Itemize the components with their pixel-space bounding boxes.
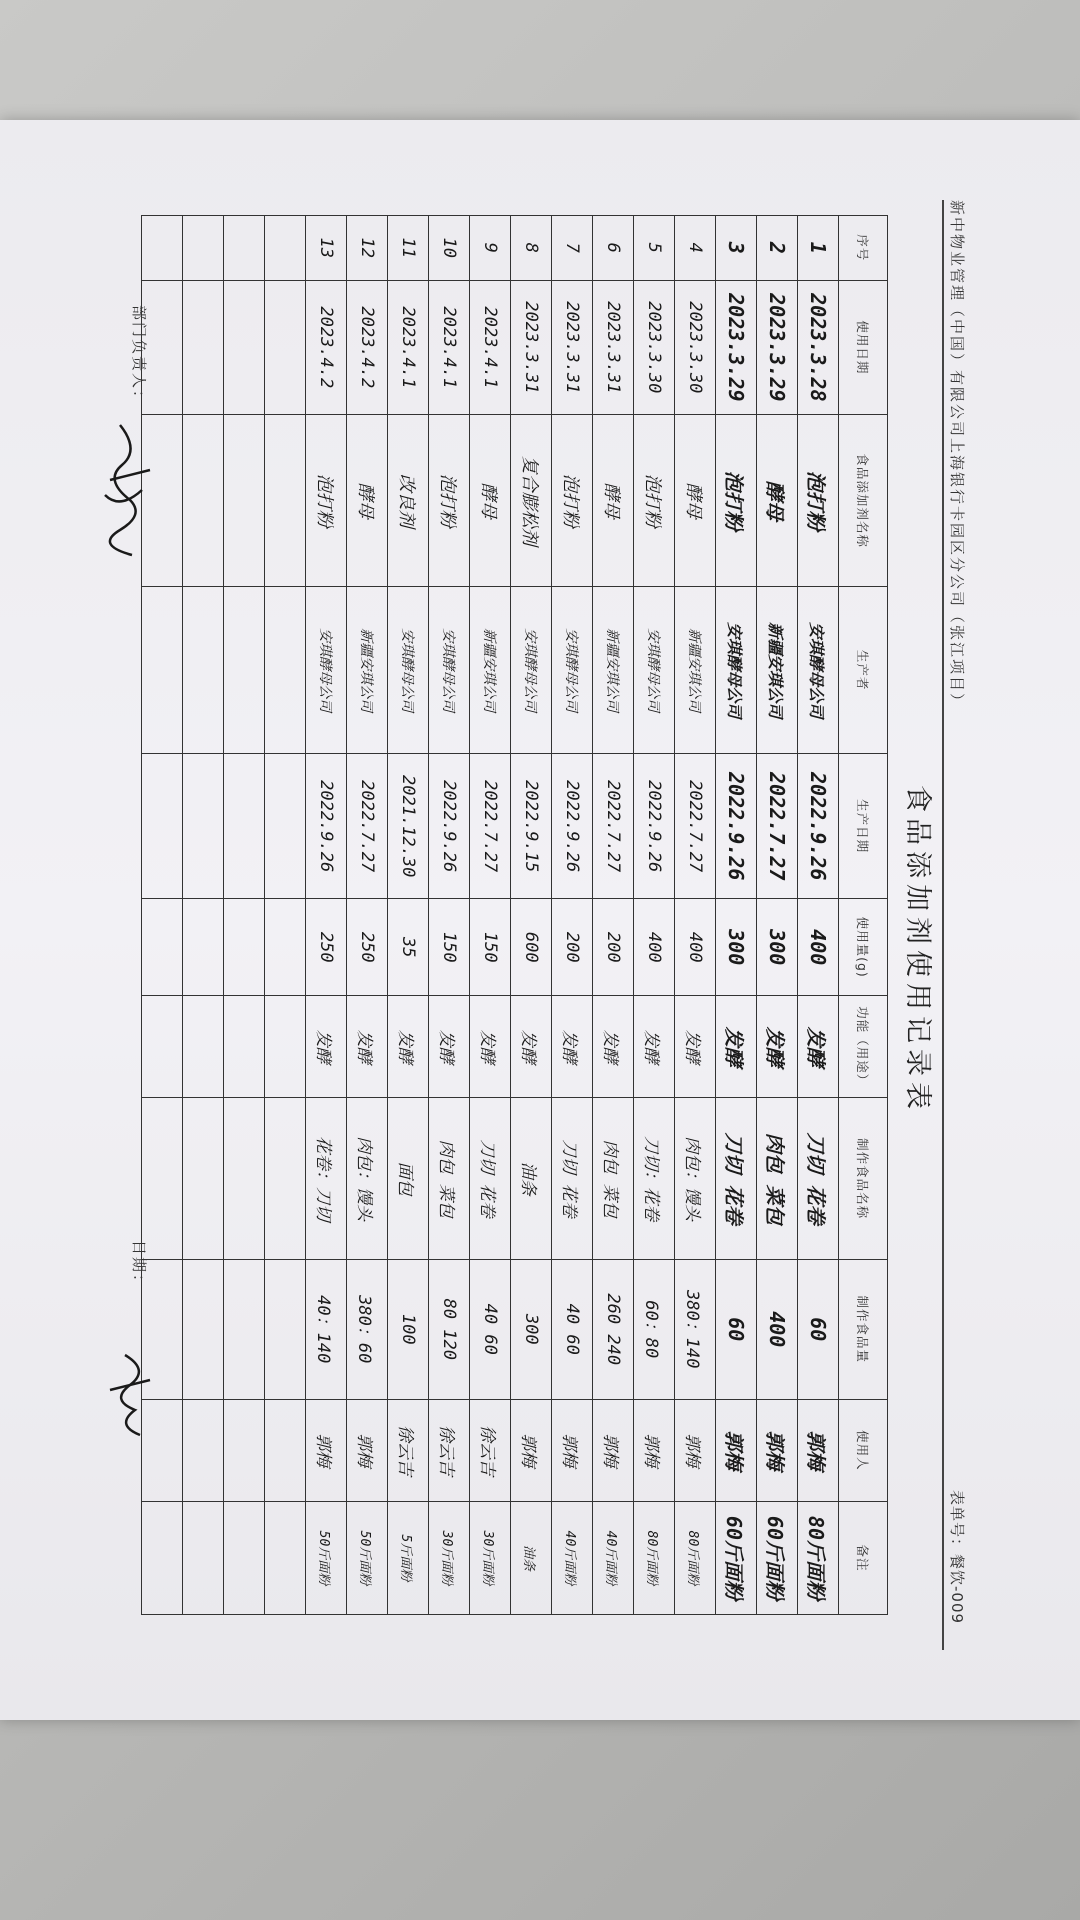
- table-cell-name: 改良剂: [388, 415, 429, 587]
- table-cell-qty: 150: [470, 899, 511, 996]
- table-cell-qty: [183, 899, 224, 996]
- table-cell-amt: 300: [511, 1259, 552, 1399]
- table-cell-user: [183, 1399, 224, 1501]
- rotated-form: [0, 120, 1080, 1720]
- table-cell-idx: 12: [347, 216, 388, 281]
- table-cell-func: 发酵: [552, 996, 593, 1098]
- table-cell-food: [265, 1098, 306, 1259]
- table-cell-date: 2023.4.1: [470, 280, 511, 415]
- table-cell-func: 发酵: [306, 996, 347, 1098]
- table-cell-user: 郭梅: [798, 1399, 839, 1501]
- table-cell-note: 50斤面粉: [306, 1501, 347, 1614]
- table-cell-amt: [183, 1259, 224, 1399]
- table-cell-qty: 400: [675, 899, 716, 996]
- table-cell-pdate: 2022.7.27: [757, 754, 798, 899]
- table-row: [634, 216, 675, 1615]
- table-cell-note: [224, 1501, 265, 1614]
- table-row: [511, 216, 552, 1615]
- table-cell-maker: 新疆安琪公司: [757, 587, 798, 754]
- table-cell-user: 郭梅: [716, 1399, 757, 1501]
- table-cell-food: 花卷：刀切: [306, 1098, 347, 1259]
- table-cell-note: [265, 1501, 306, 1614]
- date-signature: [100, 1350, 160, 1440]
- table-cell-food: 刀切 花卷: [716, 1098, 757, 1259]
- table-cell-amt: 40 60: [552, 1259, 593, 1399]
- table-cell-idx: 13: [306, 216, 347, 281]
- table-cell-idx: [265, 216, 306, 281]
- table-cell-pdate: 2022.9.26: [429, 754, 470, 899]
- table-row: [183, 216, 224, 1615]
- table-cell-idx: [224, 216, 265, 281]
- table-cell-idx: 2: [757, 216, 798, 281]
- table-cell-idx: [142, 216, 183, 281]
- table-cell-idx: 9: [470, 216, 511, 281]
- table-cell-name: 泡打粉: [429, 415, 470, 587]
- table-cell-qty: [224, 899, 265, 996]
- table-cell-maker: [224, 587, 265, 754]
- table-cell-food: [142, 1098, 183, 1259]
- table-cell-name: 泡打粉: [716, 415, 757, 587]
- table-cell-func: 发酵: [716, 996, 757, 1098]
- table-cell-qty: 35: [388, 899, 429, 996]
- table-cell-food: 肉包 菜包: [429, 1098, 470, 1259]
- table-cell-date: 2023.3.28: [798, 280, 839, 415]
- table-cell-amt: 400: [757, 1259, 798, 1399]
- table-cell-note: 80斤面粉: [634, 1501, 675, 1614]
- table-cell-maker: 安琪酵母公司: [511, 587, 552, 754]
- table-cell-name: 泡打粉: [552, 415, 593, 587]
- table-row: [552, 216, 593, 1615]
- table-cell-qty: 600: [511, 899, 552, 996]
- table-cell-pdate: [183, 754, 224, 899]
- table-header-cell: 制作食品名称: [839, 1098, 888, 1259]
- table-cell-name: [265, 415, 306, 587]
- table-cell-pdate: 2022.7.27: [675, 754, 716, 899]
- table-cell-maker: 新疆安琪公司: [470, 587, 511, 754]
- table-cell-note: 60斤面粉: [757, 1501, 798, 1614]
- table-cell-date: 2023.3.29: [757, 280, 798, 415]
- table-cell-date: 2023.4.2: [347, 280, 388, 415]
- table-cell-amt: 40：140: [306, 1259, 347, 1399]
- table-cell-note: 80斤面粉: [675, 1501, 716, 1614]
- table-cell-idx: 1: [798, 216, 839, 281]
- table-cell-name: 酵母: [675, 415, 716, 587]
- table-cell-func: 发酵: [675, 996, 716, 1098]
- table-cell-food: 刀切 花卷: [470, 1098, 511, 1259]
- table-cell-func: 发酵: [347, 996, 388, 1098]
- table-cell-name: 酵母: [757, 415, 798, 587]
- table-cell-qty: 250: [306, 899, 347, 996]
- table-cell-maker: 安琪酵母公司: [552, 587, 593, 754]
- table-cell-pdate: 2021.12.30: [388, 754, 429, 899]
- table-row: [265, 216, 306, 1615]
- form-number: 表单号：餐饮-009: [948, 1490, 966, 1625]
- table-cell-name: [224, 415, 265, 587]
- table-cell-func: 发酵: [429, 996, 470, 1098]
- table-cell-name: 泡打粉: [306, 415, 347, 587]
- table-cell-maker: 安琪酵母公司: [306, 587, 347, 754]
- table-cell-idx: 5: [634, 216, 675, 281]
- table-cell-name: 酵母: [470, 415, 511, 587]
- table-cell-pdate: [224, 754, 265, 899]
- table-header-cell: 使用量(g): [839, 899, 888, 996]
- table-cell-func: 发酵: [634, 996, 675, 1098]
- table-cell-name: 酵母: [347, 415, 388, 587]
- table-cell-date: [265, 280, 306, 415]
- table-cell-pdate: 2022.7.27: [347, 754, 388, 899]
- table-cell-qty: 250: [347, 899, 388, 996]
- table-cell-idx: 7: [552, 216, 593, 281]
- table-cell-date: [224, 280, 265, 415]
- table-cell-food: 肉包：馒头: [347, 1098, 388, 1259]
- table-cell-qty: 200: [552, 899, 593, 996]
- table-cell-func: 发酵: [757, 996, 798, 1098]
- table-cell-func: [142, 996, 183, 1098]
- table-header-cell: 备注: [839, 1501, 888, 1614]
- dept-head-signature: [100, 420, 160, 560]
- table-row: [347, 216, 388, 1615]
- table-cell-maker: 安琪酵母公司: [798, 587, 839, 754]
- table-cell-user: [265, 1399, 306, 1501]
- table-cell-date: 2023.4.1: [429, 280, 470, 415]
- table-cell-date: 2023.3.31: [593, 280, 634, 415]
- form-title: 食品添加剂使用记录表: [902, 785, 933, 1115]
- table-header-cell: 制作食品量: [839, 1259, 888, 1399]
- table-cell-food: 刀切 花卷: [798, 1098, 839, 1259]
- table-cell-maker: [142, 587, 183, 754]
- table-cell-pdate: [142, 754, 183, 899]
- table-cell-user: 徐云吉: [388, 1399, 429, 1501]
- table-cell-name: 复合膨松剂: [511, 415, 552, 587]
- table-cell-name: 酵母: [593, 415, 634, 587]
- table-cell-amt: 260 240: [593, 1259, 634, 1399]
- table-cell-maker: [265, 587, 306, 754]
- dept-head-label: 部门负责人：: [130, 305, 148, 408]
- table-cell-date: 2023.3.30: [634, 280, 675, 415]
- table-cell-idx: 11: [388, 216, 429, 281]
- table-cell-food: 刀切：花卷: [634, 1098, 675, 1259]
- table-cell-pdate: 2022.7.27: [470, 754, 511, 899]
- table-cell-maker: 安琪酵母公司: [388, 587, 429, 754]
- table-cell-date: 2023.3.31: [511, 280, 552, 415]
- table-header-cell: 食品添加剂名称: [839, 415, 888, 587]
- paper-sheet: [0, 120, 1080, 1720]
- table-cell-qty: 150: [429, 899, 470, 996]
- table-cell-maker: 安琪酵母公司: [634, 587, 675, 754]
- table-cell-func: 发酵: [593, 996, 634, 1098]
- table-cell-qty: 400: [798, 899, 839, 996]
- table-header-cell: 生产日期: [839, 754, 888, 899]
- table-cell-user: 郭梅: [347, 1399, 388, 1501]
- table-cell-func: 发酵: [470, 996, 511, 1098]
- table-cell-note: 40斤面粉: [552, 1501, 593, 1614]
- table-cell-food: 面包: [388, 1098, 429, 1259]
- table-cell-note: 60斤面粉: [716, 1501, 757, 1614]
- table-cell-user: 郭梅: [593, 1399, 634, 1501]
- table-cell-note: 50斤面粉: [347, 1501, 388, 1614]
- table-cell-pdate: 2022.9.26: [552, 754, 593, 899]
- table-cell-func: [183, 996, 224, 1098]
- table-cell-note: [142, 1501, 183, 1614]
- table-header-cell: 功能（用途）: [839, 996, 888, 1098]
- table-cell-amt: 60: [716, 1259, 757, 1399]
- table-cell-amt: 380：140: [675, 1259, 716, 1399]
- table-cell-amt: 100: [388, 1259, 429, 1399]
- table-cell-maker: [183, 587, 224, 754]
- table-cell-qty: 200: [593, 899, 634, 996]
- table-cell-date: 2023.3.29: [716, 280, 757, 415]
- date-label: 日期：: [130, 1240, 148, 1292]
- table-cell-user: 郭梅: [757, 1399, 798, 1501]
- table-cell-user: 郭梅: [306, 1399, 347, 1501]
- table-cell-food: 刀切 花卷: [552, 1098, 593, 1259]
- table-cell-maker: 安琪酵母公司: [429, 587, 470, 754]
- table-cell-note: 30斤面粉: [429, 1501, 470, 1614]
- table-cell-user: [224, 1399, 265, 1501]
- table-cell-func: [224, 996, 265, 1098]
- table-cell-maker: 新疆安琪公司: [347, 587, 388, 754]
- table-cell-pdate: 2022.9.26: [634, 754, 675, 899]
- table-cell-idx: 10: [429, 216, 470, 281]
- table-cell-name: [183, 415, 224, 587]
- table-cell-pdate: 2022.7.27: [593, 754, 634, 899]
- table-cell-idx: [183, 216, 224, 281]
- table-row: [470, 216, 511, 1615]
- table-row: [593, 216, 634, 1615]
- table-cell-idx: 6: [593, 216, 634, 281]
- table-header-cell: 使用人: [839, 1399, 888, 1501]
- table-body: [142, 216, 839, 1615]
- table-cell-date: 2023.3.30: [675, 280, 716, 415]
- table-cell-user: 郭梅: [675, 1399, 716, 1501]
- table-cell-amt: 60：80: [634, 1259, 675, 1399]
- table-cell-idx: 8: [511, 216, 552, 281]
- table-cell-idx: 4: [675, 216, 716, 281]
- table-cell-food: 肉包 菜包: [757, 1098, 798, 1259]
- table-cell-note: 5斤面粉: [388, 1501, 429, 1614]
- table-cell-pdate: 2022.9.15: [511, 754, 552, 899]
- table-cell-func: [265, 996, 306, 1098]
- table-row: [757, 216, 798, 1615]
- table-row: [306, 216, 347, 1615]
- table-cell-func: 发酵: [388, 996, 429, 1098]
- table-cell-amt: 80 120: [429, 1259, 470, 1399]
- table-cell-maker: 新疆安琪公司: [593, 587, 634, 754]
- table-cell-amt: 40 60: [470, 1259, 511, 1399]
- company-name: 新中物业管理（中国）有限公司上海银行卡园区分公司（张江项目）: [948, 200, 966, 711]
- table-cell-note: 30斤面粉: [470, 1501, 511, 1614]
- table-row: [675, 216, 716, 1615]
- table-header-cell: 使用日期: [839, 280, 888, 415]
- table-cell-pdate: 2022.9.26: [306, 754, 347, 899]
- table-cell-food: [224, 1098, 265, 1259]
- table-cell-pdate: 2022.9.26: [798, 754, 839, 899]
- table-cell-user: 徐云吉: [429, 1399, 470, 1501]
- table-row: [224, 216, 265, 1615]
- table-cell-date: 2023.3.31: [552, 280, 593, 415]
- table-row: [798, 216, 839, 1615]
- table-cell-idx: 3: [716, 216, 757, 281]
- table-cell-name: 泡打粉: [798, 415, 839, 587]
- table-cell-name: 泡打粉: [634, 415, 675, 587]
- table-cell-amt: 60: [798, 1259, 839, 1399]
- table-cell-food: [183, 1098, 224, 1259]
- table-cell-maker: 安琪酵母公司: [716, 587, 757, 754]
- table-header-cell: 序号: [839, 216, 888, 281]
- table-cell-date: 2023.4.2: [306, 280, 347, 415]
- header-rule: [942, 200, 944, 1650]
- table-cell-func: 发酵: [511, 996, 552, 1098]
- table-cell-func: 发酵: [798, 996, 839, 1098]
- table-row: [716, 216, 757, 1615]
- table-cell-qty: [142, 899, 183, 996]
- table-cell-pdate: 2022.9.26: [716, 754, 757, 899]
- table-cell-note: [183, 1501, 224, 1614]
- table-cell-food: 油条: [511, 1098, 552, 1259]
- table-cell-note: 油条: [511, 1501, 552, 1614]
- table-cell-maker: 新疆安琪公司: [675, 587, 716, 754]
- table-cell-food: 肉包 菜包: [593, 1098, 634, 1259]
- table-cell-date: 2023.4.1: [388, 280, 429, 415]
- table-cell-date: [183, 280, 224, 415]
- table-cell-qty: 400: [634, 899, 675, 996]
- additive-log-table: [141, 215, 888, 1615]
- table-cell-user: 郭梅: [552, 1399, 593, 1501]
- table-cell-food: 肉包：馒头: [675, 1098, 716, 1259]
- table-cell-qty: 300: [716, 899, 757, 996]
- table-cell-pdate: [265, 754, 306, 899]
- table-cell-user: 郭梅: [634, 1399, 675, 1501]
- table-cell-qty: [265, 899, 306, 996]
- table-header-cell: 生产者: [839, 587, 888, 754]
- table-cell-amt: 380：60: [347, 1259, 388, 1399]
- table-header-row: [839, 216, 888, 1615]
- table-cell-note: 80斤面粉: [798, 1501, 839, 1614]
- table-cell-note: 40斤面粉: [593, 1501, 634, 1614]
- table-cell-user: 郭梅: [511, 1399, 552, 1501]
- table-cell-amt: [224, 1259, 265, 1399]
- table-cell-qty: 300: [757, 899, 798, 996]
- table-cell-user: 徐云吉: [470, 1399, 511, 1501]
- table-row: [429, 216, 470, 1615]
- table-row: [388, 216, 429, 1615]
- table-cell-amt: [265, 1259, 306, 1399]
